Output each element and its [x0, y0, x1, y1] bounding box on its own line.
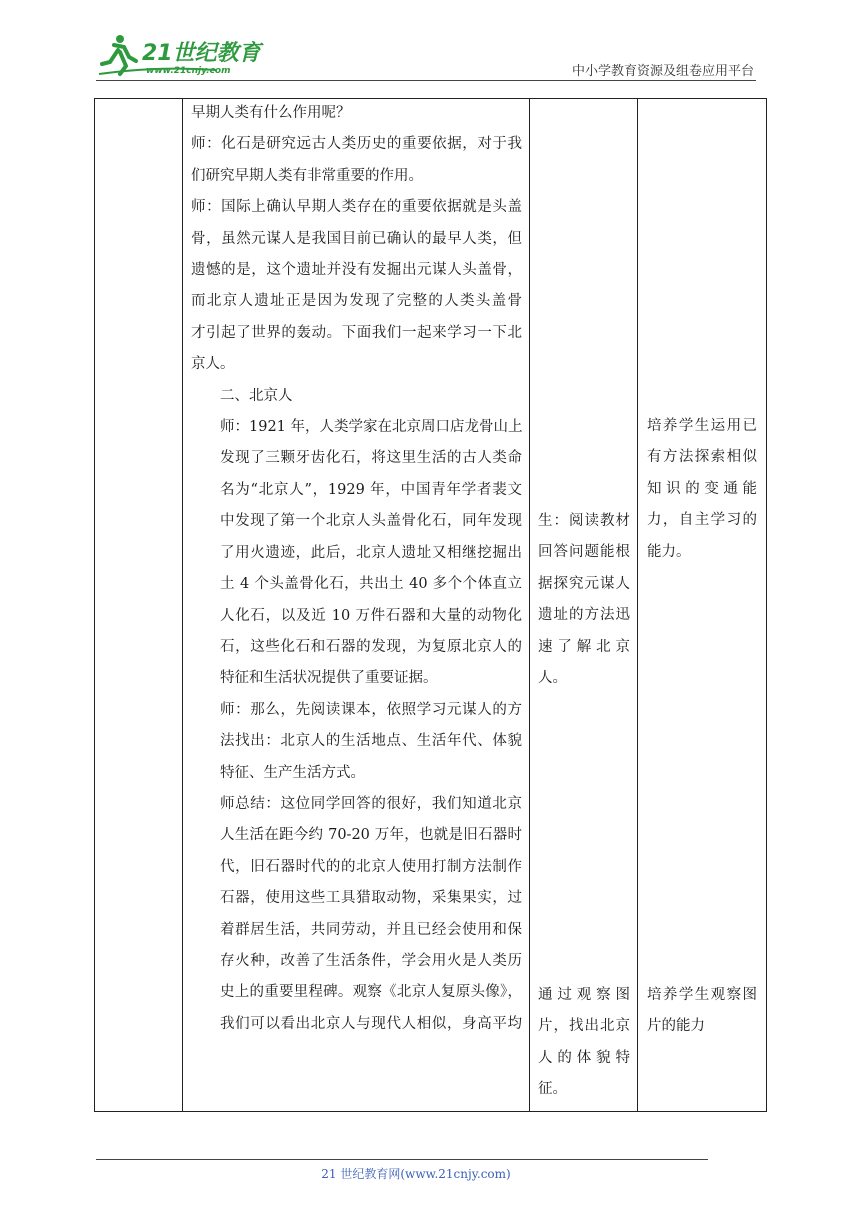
- logo-wordmark: 21世纪教育: [142, 41, 261, 66]
- teacher-line: 人化石，以及近 10 万件石器和大量的动物化: [220, 607, 522, 624]
- table-border-bottom: [94, 1111, 767, 1112]
- teacher-line: 们研究早期人类有非常重要的作用。: [191, 167, 423, 184]
- teacher-line: 师：那么，先阅读课本，依照学习元谋人的方: [220, 701, 522, 718]
- teacher-line: 石，这些化石和石器的发现，为复原北京人的: [220, 638, 522, 655]
- student-line: 片，找出北京: [538, 1018, 630, 1035]
- student-activity-cell-2: [538, 980, 630, 1106]
- teacher-line: 师总结：这位同学回答的很好，我们知道北京: [220, 795, 522, 812]
- student-line: 通 过 观 察 图: [538, 987, 630, 1003]
- teacher-line: 发现了三颗牙齿化石，将这里生活的古人类命: [220, 450, 522, 467]
- table-border-left: [94, 98, 95, 1112]
- student-line: 人 的 体 貌 特: [538, 1049, 630, 1066]
- teacher-line: 遗憾的是，这个遗址并没有发掘出元谋人头盖骨，: [191, 262, 522, 279]
- footer-rule: [96, 1159, 708, 1160]
- intent-line: 片的能力: [647, 1018, 705, 1035]
- student-line: 遗址的方法迅: [538, 607, 630, 624]
- teacher-line: 而北京人遗址正是因为发现了完整的人类头盖骨: [191, 293, 522, 310]
- teacher-line: 代，旧石器时代的的北京人使用打制方法制作: [220, 858, 522, 875]
- section-heading: 二、北京人: [220, 387, 293, 404]
- logo-url: www.21cnjy.com: [146, 66, 231, 76]
- intent-line: 培养学生观察图: [647, 987, 757, 1003]
- student-line: 征。: [538, 1081, 567, 1098]
- teacher-line: 才引起了世界的轰动。下面我们一起来学习一下北: [191, 324, 522, 341]
- teacher-line: 我们可以看出北京人与现代人相似，身高平均: [220, 1015, 522, 1032]
- teacher-line: 存火种，改善了生活条件，学会用火是人类历: [220, 952, 522, 969]
- site-logo: [96, 30, 266, 80]
- intent-line: 能力。: [647, 543, 691, 560]
- column-divider-3: [637, 98, 638, 1112]
- lesson-table: [94, 98, 767, 1112]
- teacher-line: 了用火遗迹，此后，北京人遗址又相继挖掘出: [220, 544, 522, 561]
- table-border-right: [766, 98, 767, 1112]
- intent-line: 培养学生运用已: [647, 418, 757, 434]
- teacher-line: 京人。: [191, 356, 235, 373]
- header-rule: [96, 80, 756, 81]
- teacher-line: 师：化石是研究远古人类历史的重要依据，对于我: [191, 136, 522, 153]
- teacher-line: 法找出：北京人的生活地点、生活年代、体貌: [220, 733, 522, 750]
- design-intent-cell-2: [647, 980, 757, 1043]
- design-intent-cell-1: [647, 411, 757, 568]
- teacher-line: 骨，虽然元谋人是我国目前已确认的最早人类，但: [191, 230, 522, 247]
- teacher-indented-block: [191, 412, 522, 1040]
- intent-line: 知 识 的 变 通 能: [647, 480, 758, 497]
- footer-link[interactable]: 21 世纪教育网(www.21cnjy.com): [321, 1167, 511, 1181]
- column-divider-2: [529, 98, 530, 1112]
- teacher-line: 特征和生活状况提供了重要证据。: [220, 670, 438, 687]
- student-line: 据探究元谋人: [538, 575, 630, 592]
- teacher-line: 土 4 个头盖骨化石，共出土 40 多个个体直立: [220, 576, 522, 593]
- intent-line: 力，自主学习的: [647, 512, 757, 529]
- teacher-activity-cell: [191, 98, 522, 1040]
- teacher-line: 早期人类有什么作用呢？: [191, 105, 351, 121]
- teacher-line: 师：1921 年，人类学家在北京周口店龙骨山上: [220, 419, 523, 436]
- teacher-line: 师：国际上确认早期人类存在的重要依据就是头盖: [191, 199, 522, 216]
- student-line: 人。: [538, 670, 567, 687]
- teacher-line: 特征、生产生活方式。: [220, 764, 365, 781]
- platform-name: 中小学教育资源及组卷应用平台: [571, 64, 754, 79]
- student-activity-cell-1: [538, 506, 630, 694]
- teacher-line: 名为“北京人”，1929 年，中国青年学者裴文: [220, 481, 522, 498]
- column-divider-1: [182, 98, 183, 1112]
- student-line: 速 了 解 北 京: [538, 638, 630, 655]
- intent-line: 有方法探索相似: [647, 449, 757, 466]
- teacher-line: 史上的重要里程碑。观察《北京人复原头像》，: [220, 984, 522, 1001]
- teacher-line: 着群居生活，共同劳动，并且已经会使用和保: [220, 921, 522, 938]
- teacher-line: 石器，使用这些工具猎取动物，采集果实，过: [220, 890, 522, 907]
- student-line: 回答问题能根: [538, 544, 630, 561]
- teacher-line: 中发现了第一个北京人头盖骨化石，同年发现: [220, 513, 522, 530]
- student-line: 生：阅读教材: [538, 513, 630, 529]
- teacher-line: 人生活在距今约 70-20 万年，也就是旧石器时: [220, 827, 522, 844]
